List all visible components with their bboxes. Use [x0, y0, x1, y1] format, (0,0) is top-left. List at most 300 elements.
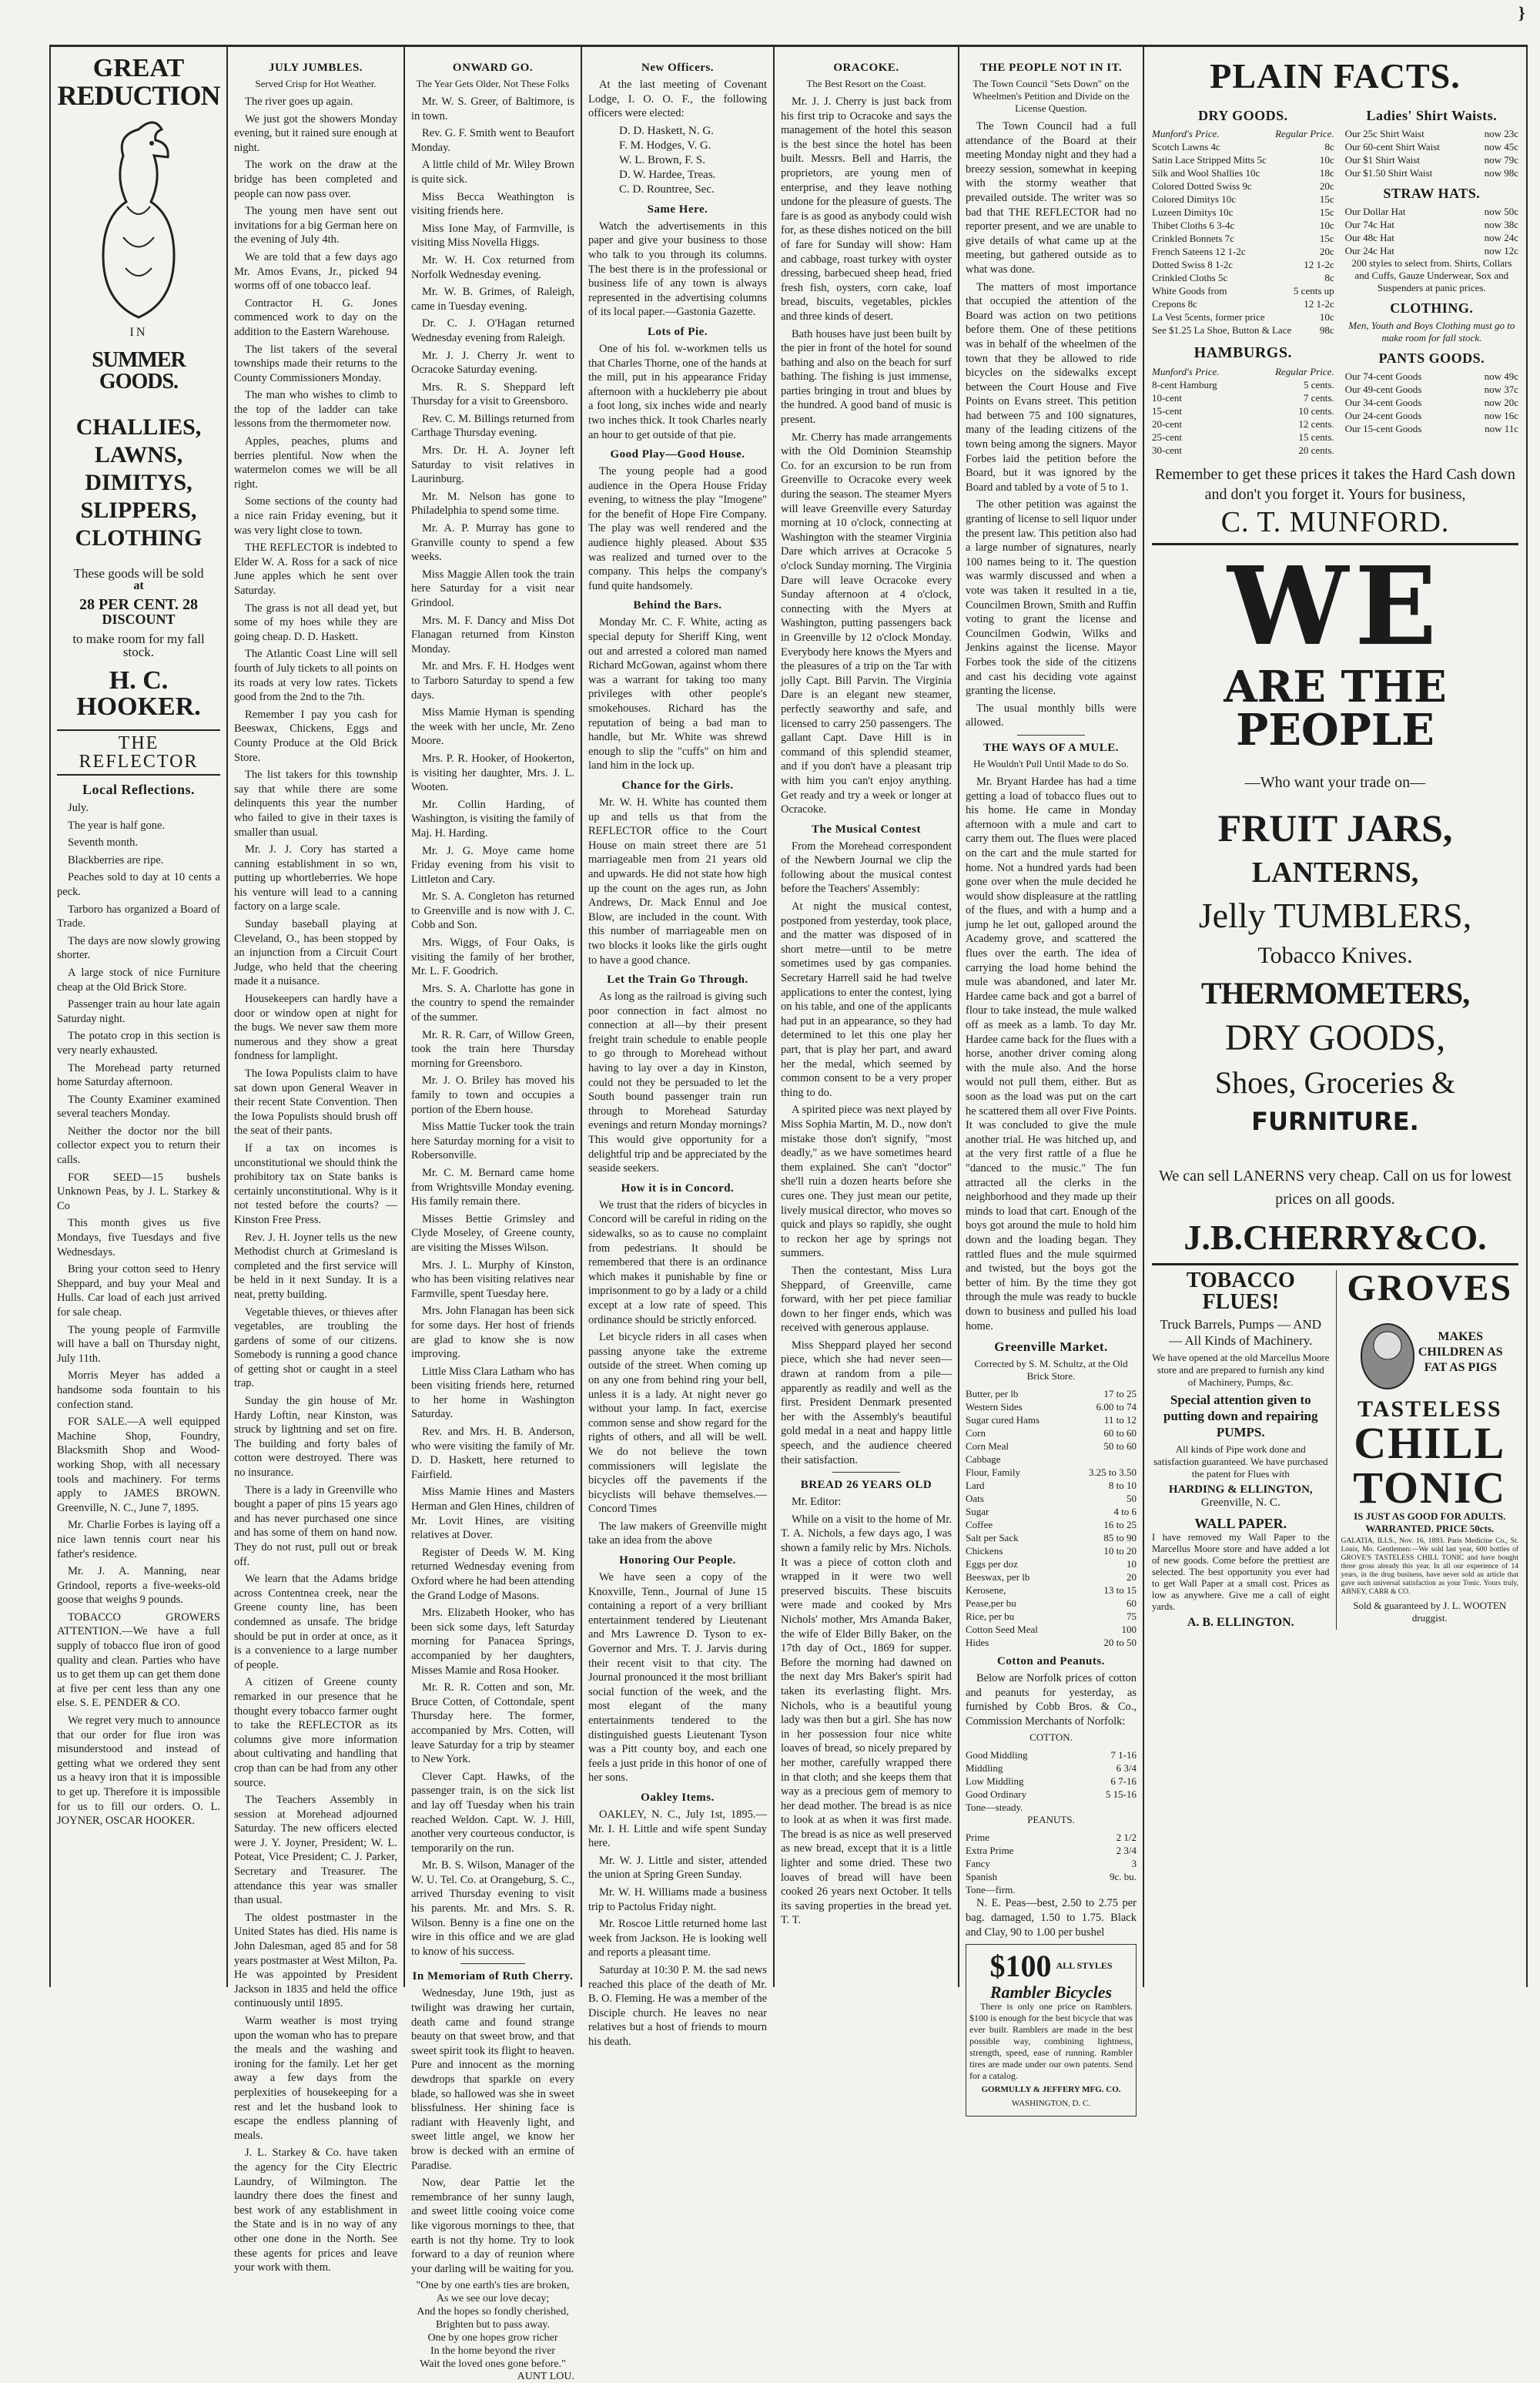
- market-row-label: Pease,per bu: [966, 1597, 1016, 1610]
- ham-row-label: 20-cent: [1152, 418, 1182, 430]
- news-item: Rev. and Mrs. H. B. Anderson, who were visiting the family of Mr. D. D. Haskett, here returned to Fairfield.: [411, 1426, 574, 1481]
- ad-name: H. C. HOOKER.: [76, 666, 201, 721]
- market-row: [966, 1413, 1137, 1426]
- news-item: Mr. and Mrs. F. H. Hodges went to Tarboro Saturday to spend a few days.: [411, 660, 574, 702]
- news-item: Misses Bettie Grimsley and Clyde Moseley, of Greene county, are visiting the Misses Wilson.: [411, 1212, 574, 1254]
- news-item: Miss Maggie Allen took the train here Saturday for a visit near Grindool.: [411, 568, 574, 609]
- market-row: [966, 1479, 1137, 1492]
- peanut-row-value: 3: [1131, 1858, 1137, 1870]
- dry-row-value: 15c: [1319, 206, 1334, 218]
- news-item: Mr. W. H. Williams made a business trip to Pactolus Friday night.: [588, 1885, 767, 1913]
- dry-row-label: Colored Dotted Swiss 9c: [1152, 180, 1252, 192]
- news-item: A large stock of nice Furniture cheap at the Old Brick Store.: [57, 966, 220, 994]
- item-shoes: Shoes, Groceries &: [1214, 1065, 1456, 1100]
- market-row-value: 10 to 20: [1103, 1545, 1137, 1557]
- news-item: J. L. Starkey & Co. have taken the agency for the City Electric Laundry, of Wilmington. The laundry there does the finest and best work of any establishment in the State and is in no way of any other one done in the North. See these agents for prices and leave your work with them.: [234, 2147, 397, 2274]
- news-item: Miss Becca Weathington is visiting friends here.: [411, 190, 574, 218]
- flues-city: Greenville, N. C.: [1200, 1496, 1281, 1509]
- ham-list: [1152, 378, 1334, 457]
- dry-row: [1152, 232, 1334, 245]
- pig-icon: [1357, 1310, 1418, 1395]
- tonic: TONIC: [1353, 1463, 1507, 1513]
- people-text: ARE THE PEOPLE: [1224, 662, 1447, 756]
- news-item: Saturday at 10:30 P. M. the sad news reached this place of the death of Mr. B. O. Fleming. He was a member of the Disciple church. He leaves no near relatives but a host of friends to mourn his death.: [588, 1963, 767, 2048]
- poem-line: Brighten but to pass away.: [435, 2319, 550, 2331]
- news-item: Mr. C. M. Bernard came home from Wrightsville Monday evening. His family remain there.: [411, 1166, 574, 1208]
- personal-items: [411, 95, 574, 1959]
- dry-head: DRY GOODS.: [1197, 108, 1288, 123]
- news-item: The matters of most importance that occupied the attention of the Board was action on two petitions before them. One of these petitions was in behalf of the wheelmen of the town that they be allowed to ride bicycles on the sidewalks except between the Court House and Five Points on Evans street. This petition had between 75 and 100 signatures, many of the leading citizens of the town being among the signers. Mayor Forbes laid the petition before the Board, but it was ignored by the Board and tabled by a vote of 5 to 1.: [966, 280, 1137, 494]
- news-item: A citizen of Greene county remarked in our presence that he thought every tobacco farmer ought to take the REFLECTOR as its columns give more information about cultivating and handling that crop than can be had from any other source.: [234, 1676, 397, 1789]
- cotton-row: [966, 1788, 1137, 1801]
- news-item: Mr. B. S. Wilson, Manager of the W. U. Tel. Co. at Orangeburg, S. C., arrived Thursday evening to visit his parents. Mr. and Mrs. S. R. Wilson. Benny is a fine one on the wire in this office and we are glad to know of his success.: [411, 1859, 574, 1958]
- news-item: Dr. C. J. O'Hagan returned Wednesday evening from Raleigh.: [411, 317, 574, 344]
- market-row-value: 16 to 25: [1103, 1519, 1137, 1531]
- pants-row-label: Our 24-cent Goods: [1344, 410, 1422, 421]
- ad-item: LAWNS,: [94, 442, 183, 468]
- flues-name: HARDING & ELLINGTON,: [1168, 1483, 1313, 1496]
- market-row-value: 60: [1127, 1597, 1137, 1610]
- market-row-value: 17 to 25: [1103, 1388, 1137, 1400]
- news-item: The law makers of Greenville might take an idea from the above: [588, 1520, 767, 1547]
- dry-row: [1152, 245, 1334, 258]
- news-item: Mrs. Elizabeth Hooker, who has been sick some days, left Saturday morning for Panacea Springs, accompanied by her daughters, Misses Mamie and Rosa Hooker.: [411, 1607, 574, 1677]
- poem-line: And the hopes so fondly cherished,: [417, 2306, 569, 2318]
- ham-row-value: 15 cents.: [1298, 431, 1334, 443]
- news-item: THE REFLECTOR is indebted to Elder W. A. Ross for a sack of nice June apples which he sent over Saturday.: [234, 541, 397, 597]
- straw-row-label: Our 74c Hat: [1344, 219, 1394, 230]
- section-head: Lots of Pie.: [647, 325, 708, 338]
- cotton-row-label: Tone—steady.: [966, 1801, 1023, 1814]
- news-item: Little Miss Clara Latham who has been visiting friends here, returned to her home in Washington Saturday.: [411, 1365, 574, 1421]
- clothing-head: CLOTHING.: [1390, 300, 1474, 316]
- ad-percent: 28 PER CENT. 28: [79, 596, 199, 613]
- news-item: From the Morehead correspondent of the Newbern Journal we clip the following about the musical contest before the Teachers' Assembly:: [781, 840, 952, 896]
- ham-row: [1152, 378, 1334, 391]
- ham-row: [1152, 391, 1334, 404]
- market-row-value: 10: [1127, 1558, 1137, 1570]
- section-head: Let the Train Go Through.: [607, 974, 748, 987]
- cotton-row-label: Low Middling: [966, 1775, 1024, 1788]
- market-row-label: Cotton Seed Meal: [966, 1624, 1038, 1636]
- peanut-row-label: Fancy: [966, 1858, 990, 1870]
- poem-line: "One by one earth's ties are broken,: [416, 2280, 570, 2292]
- dry-row: [1152, 179, 1334, 193]
- peanut-extra: N. E. Peas—best, 2.50 to 2.75 per bag. damaged, 1.50 to 1.75. Black and Clay, 90 to 1.00 per bushel: [966, 1897, 1137, 1939]
- market-row-value: 85 to 90: [1103, 1532, 1137, 1544]
- local-head: Local Reflections.: [82, 782, 195, 797]
- rambler-styles: ALL STYLES: [1056, 1960, 1113, 1972]
- straw-row-value: now 24c: [1484, 232, 1518, 243]
- straw-row-value: now 12c: [1484, 245, 1518, 256]
- dry-row-value: 98c: [1319, 324, 1334, 336]
- straw-row: [1345, 244, 1518, 257]
- market-row: [966, 1387, 1137, 1400]
- news-item: The days are now slowly growing shorter.: [57, 934, 220, 962]
- news-item: Passenger train au hour late again Saturday night.: [57, 998, 220, 1025]
- waist-row-value: now 79c: [1484, 154, 1518, 166]
- cotton-head: Cotton and Peanuts.: [997, 1655, 1105, 1668]
- dry-row: [1152, 193, 1334, 206]
- news-item: The river goes up again.: [245, 96, 353, 108]
- cotton-row-value: 5 15-16: [1105, 1788, 1137, 1801]
- ad-discount: DISCOUNT: [102, 612, 176, 627]
- news-item: Mrs. Wiggs, of Four Oaks, is visiting the family of her brother, Mr. L. F. Goodrich.: [411, 937, 574, 978]
- news-item: Peaches sold to day at 10 cents a peck.: [57, 871, 220, 898]
- straw-row-label: Our Dollar Hat: [1344, 206, 1406, 217]
- item-knives: Tobacco Knives.: [1257, 943, 1413, 968]
- officer: D. D. Haskett, N. G.: [619, 124, 714, 137]
- news-item: The work on the draw at the bridge has been completed and people can now pass over.: [234, 159, 397, 200]
- news-item: The oldest postmaster in the United States has died. His name is John Dalesman, aged 85 and for 58 years postmaster at West Milton, Pa. He was appointed by President Jackson in 1835 and held the office continuously until 1895.: [234, 1911, 397, 2010]
- wall-head: WALL PAPER.: [1194, 1516, 1287, 1531]
- officer: F. M. Hodges, V. G.: [619, 139, 711, 152]
- news-item: Then the contestant, Miss Lura Sheppard, of Greenville, came forward, with her pet piece familiar down to her finger ends, which was received with generous applause.: [781, 1264, 952, 1335]
- pants-row: [1345, 422, 1518, 435]
- tasteless: TASTELESS: [1357, 1396, 1502, 1422]
- news-item: The young people had a good audience in the Opera House Friday evening, to witness the play "Imogene" for the benefit of Hope Fire Company. The play was well rendered and the audience highly pleased. About $35 was realized and turned over to the company. This helps the company's fund quite handsomely.: [588, 465, 767, 592]
- officers-list: [588, 124, 767, 197]
- news-item: Miss Ione May, of Farmville, is visiting Miss Novella Higgs.: [411, 222, 574, 250]
- news-item: A spirited piece was next played by Miss Sophia Martin, M. D., now don't mistake those don't signify, "most deadly," as we have sometimes heard them explained. She can't "doctor" she'll ruin a dozen hearts before she cures one. They just mean our petite, lively musical director, who moves so quick and plays so rapidly, she ought to reckon her age by springs not summers.: [781, 1104, 952, 1260]
- flues-sub: Truck Barrels, Pumps — AND — All Kinds of Machinery.: [1160, 1317, 1322, 1348]
- market-row-value: 50 to 60: [1103, 1440, 1137, 1453]
- separator: [460, 1963, 526, 1964]
- memoriam-paragraph: Now, dear Pattie let the remembrance of her sunny laugh, and sweet little cooing voice come like vigorous mornings to thee, that earth is not thy home. Try to look forward to a day of reunion where your darling will be waiting for you.: [411, 2177, 574, 2275]
- market-row: [966, 1518, 1137, 1531]
- wall-name: A. B. ELLINGTON.: [1187, 1616, 1294, 1629]
- news-item: Mr. Editor:: [792, 1496, 842, 1509]
- market-row: [966, 1466, 1137, 1479]
- contest-head: The Musical Contest: [812, 823, 921, 836]
- ham-row-label: 10-cent: [1152, 392, 1182, 404]
- peanut-row: [966, 1883, 1137, 1896]
- news-item: Mrs. R. S. Sheppard left Thursday for a visit to Greensboro.: [411, 380, 574, 408]
- news-item: The list takers of the several townships made their returns to the County Commissioners Monday.: [234, 343, 397, 384]
- groves-ad: [1336, 1270, 1519, 1630]
- jumble-items: [234, 95, 397, 2275]
- poem-line: In the home beyond the river: [430, 2345, 556, 2358]
- pants-row-value: now 11c: [1485, 423, 1518, 434]
- ham-row-label: 8-cent Hamburg: [1152, 379, 1217, 390]
- news-item: Housekeepers can hardly have a door or window open at night for the bugs. We never saw them more numerous and they show a great fondness for lamplight.: [234, 993, 397, 1063]
- market-row: [966, 1557, 1137, 1570]
- market-row-label: Corn: [966, 1427, 986, 1440]
- market-row: [966, 1453, 1137, 1466]
- market-row: [966, 1544, 1137, 1557]
- rooster-icon: [81, 114, 196, 322]
- pants-list: [1345, 370, 1518, 435]
- straw-row-value: now 50c: [1484, 206, 1518, 217]
- dry-row-value: 8c: [1324, 272, 1334, 283]
- officer: W. L. Brown, F. S.: [619, 153, 706, 166]
- dry-row: [1152, 271, 1334, 284]
- news-item: Miss Mamie Hines and Masters Herman and Glen Hines, children of Mr. Lovit Hines, are visiting relatives at Dover.: [411, 1486, 574, 1542]
- news-item: Mr. Charlie Forbes is laying off a nice lawn tennis court near his father's residence.: [57, 1519, 220, 1560]
- news-item: Some sections of the county had a nice rain Friday evening, but it was very light close to town.: [234, 495, 397, 537]
- column-3: [405, 55, 581, 2383]
- news-item: Morris Meyer has added a handsome soda fountain to his confection stand.: [57, 1369, 220, 1411]
- market-row-label: Flour, Family: [966, 1466, 1020, 1479]
- ad-item: CHALLIES,: [75, 414, 202, 440]
- cotton-table: [966, 1748, 1137, 1814]
- pants-row: [1345, 409, 1518, 422]
- news-item: Neither the doctor nor the bill collector expect you to return their calls.: [57, 1124, 220, 1167]
- pants-row-value: now 20c: [1484, 397, 1518, 408]
- poem-line: Wait the loved ones gone before.": [420, 2358, 566, 2371]
- market-row-label: Rice, per bu: [966, 1610, 1015, 1623]
- news-item: While on a visit to the home of Mr. T. A. Nichols, a few days ago, I was shown a family relic by Mrs. Nichols. It was a piece of cotton cloth and wrapped in it were two well preserved biscuits. These biscuits were made and cooked by Mrs Nichols' mother, Mrs Amanda Baker, the wife of Elder Billy Baker, on the 17th day of Oct., 1869 for supper. Before the morning had dawned on the next day Mrs Baker's spirit had taken its everlasting flight. Mrs. Nichols, who is a beautiful young lady was then but a girl. She has now in her possession four nice white loaves of bread, so nicely prepared by her mother, carefully wrapped there in that cloth; and she keeps them that way as a precious gem of memory to her dead mother. The bread is as nice to look at as when it was first made. The bread is as nice as well preserved as new bread, except that it is a little lighter and some dried. These two loaves of bread will have been cooked 26 years next October. It tells its saving properties in the bread yet. T. T.: [781, 1513, 952, 1927]
- news-item: There is a lady in Greenville who bought a paper of pins 15 years ago and has never purchased one since and has some of them on hand now. They do not rust, pull out or break off.: [234, 1483, 397, 1568]
- pants-row-label: Our 49-cent Goods: [1344, 384, 1422, 395]
- dry-row-label: White Goods from: [1152, 285, 1227, 297]
- news-item: One of his fol. w-workmen tells us that Charles Thorne, one of the hands at the mill, put in his appearance Friday afternoon with a huckleberry pie about a foot long, six inches wide and nearly two inches thick. It took Charles nearly an hour to get outside of that pie.: [588, 342, 767, 441]
- dry-row-label: Satin Lace Stripped Mitts 5c: [1152, 154, 1267, 166]
- news-item: At night the musical contest, postponed from yesterday, took place, and the matter was disposed of in short metre—until to be metre sometimes used by gas companies. Secretary Harrell said he had twelve applications to enter the contest, lying on his table, and one of the applicants had put in an appearance, so they had determined to let this one play her part, that is play her part, and award her the medal, which seemed by common consent to be a very proper thing to do.: [781, 900, 952, 1099]
- news-item: If a tax on incomes is unconstitutional we should think the prohibitory tax on State banks is certainly unconstitutional. Why is it not tested before the courts? —Kinston Free Press.: [234, 1141, 397, 1226]
- market-row: [966, 1440, 1137, 1453]
- market-row-label: Hides: [966, 1637, 989, 1649]
- dry-row-label: Scotch Lawns 4c: [1152, 141, 1220, 152]
- market-row-value: 11 to 12: [1103, 1414, 1137, 1426]
- rambler-maker: GORMULLY & JEFFERY MFG. CO.: [981, 2085, 1121, 2095]
- flues-ad: [1152, 1270, 1330, 1630]
- column-rule: [1526, 46, 1528, 1987]
- news-item: Clever Capt. Hawks, of the passenger train, is on the sick list and lay off Tuesday when his train reached Weldon. Capt. W. J. Hill, another very courteous conductor, is temporarily on the run.: [411, 1770, 574, 1855]
- section-head: ONWARD GO.: [452, 62, 534, 74]
- section-sub: The Town Council "Sets Down" on the Wheelmen's Petition and Divide on the License Question.: [973, 78, 1130, 114]
- cotton-row: [966, 1775, 1137, 1788]
- section-head: Good Play—Good House.: [610, 448, 745, 461]
- news-item: Bath houses have just been built by the pier in front of the hotel for sound bathing and also on the beach for surf bathing. The fishing is just immense, parties bringing in trout and blues by the hundred. A good band of music is present.: [781, 327, 952, 427]
- market-row-label: Western Sides: [966, 1401, 1023, 1413]
- flues-head: TOBACCO FLUES!: [1186, 1269, 1295, 1314]
- cotton-row-value: 6 3/4: [1116, 1762, 1137, 1775]
- news-item: Mr. W. J. Little and sister, attended the union at Spring Green Sunday.: [588, 1854, 767, 1882]
- market-row-label: Salt per Sack: [966, 1532, 1019, 1544]
- memoriam-text: [411, 1986, 574, 2276]
- dry-row-value: 10c: [1319, 220, 1334, 231]
- dry-row-value: 15c: [1319, 193, 1334, 205]
- section-head: Honoring Our People.: [619, 1554, 736, 1567]
- flues-pipe: All kinds of Pipe work done and satisfaction guaranteed. We have purchased the patent for Flues with: [1153, 1443, 1328, 1480]
- column-2: [228, 55, 403, 2274]
- news-item: Miss Sheppard played her second piece, which she had never seen—drawn at random from a pile—apparently as readily and well as the first. President Denmark presented her with the Assembly's beautiful gold medal in a neat and happy little speech, and the audience cheered their satisfaction.: [781, 1339, 952, 1466]
- item-thermometers: THERMOMETERS,: [1200, 976, 1470, 1011]
- market-row-value: 3.25 to 3.50: [1088, 1466, 1137, 1479]
- dry-row-value: 15c: [1319, 233, 1334, 244]
- ham-row-value: 20 cents.: [1298, 444, 1334, 456]
- market-row: [966, 1505, 1137, 1518]
- pants-row-value: now 37c: [1484, 384, 1518, 395]
- dry-row: [1152, 310, 1334, 323]
- waist-row: [1345, 140, 1518, 153]
- news-item: The year is half gone.: [68, 819, 166, 832]
- rambler-text: There is only one price on Ramblers. $100 is enough for the best bicycle that was ever built. Ramblers are made in the best possible way, combining lightness, strength, speed, ease of running. Rambler tires are made under our own patents. Send for a catalog.: [969, 2001, 1133, 2082]
- dry-row: [1152, 284, 1334, 297]
- rambler-ad: [966, 1944, 1137, 2117]
- news-item: Mr. J. A. Manning, near Grindool, reports a five-weeks-old goose that weighs 9 pounds.: [57, 1565, 220, 1607]
- market-row: [966, 1531, 1137, 1544]
- plain-close: Remember to get these prices it takes the Hard Cash down and don't you forget it. Yours for business,: [1155, 466, 1515, 503]
- news-item: We just got the showers Monday evening, but it rained sure enough at night.: [234, 112, 397, 154]
- news-item: July.: [68, 802, 89, 814]
- news-item: We trust that the riders of bicycles in Concord will be careful in riding on the sidewalks, so as to cause no complaint from pedestrians. It should be remembered that there is an ordinance which makes it punishable by fine or imprisonment to go by a lady or a child except at a low rate of speed. This ordinance should be strictly enforced.: [588, 1198, 767, 1326]
- news-item: Mr. Collin Harding, of Washington, is visiting the family of Maj. H. Harding.: [411, 798, 574, 840]
- news-item: Remember I pay you cash for Beeswax, Chickens, Eggs and County Produce at the Old Brick Store.: [234, 708, 397, 764]
- peanut-row-label: Tone—firm.: [966, 1884, 1016, 1896]
- news-item: The man who wishes to climb to the top of the ladder can take lessons from the thermometer now.: [234, 389, 397, 431]
- market-row: [966, 1426, 1137, 1440]
- waist-row: [1345, 127, 1518, 140]
- market-row-value: 75: [1127, 1610, 1137, 1623]
- news-item: Mr. J. O. Briley has moved his family to town and occupies a portion of the Ebern house.: [411, 1074, 574, 1116]
- dry-row-value: 12 1-2c: [1304, 259, 1334, 270]
- section-head: Chance for the Girls.: [621, 779, 734, 792]
- memoriam-paragraph: Wednesday, June 19th, just as twilight was drawing her curtain, death came and found strange beauty on that sweet brow, and that sweet spirit took its flight to heaven. Pure and innocent as the morning dewdrops that sparkle on every blade, so hallowed was she in sweet blissfulness. Her shining face is radiant with Heavenly light, and sweet little angel, we know her brow is decked with an ermine of Paradise.: [411, 1987, 574, 2172]
- pants-row: [1345, 370, 1518, 383]
- peanut-row: [966, 1844, 1137, 1857]
- market-row-label: Kerosene,: [966, 1584, 1006, 1597]
- straw-row-label: Our 24c Hat: [1344, 245, 1394, 256]
- news-item: Mrs. John Flanagan has been sick for some days. Her host of friends are glad to know she is now improving.: [411, 1305, 574, 1361]
- news-item: Mrs. M. F. Dancy and Miss Dot Flanagan returned from Kinston Monday.: [411, 614, 574, 655]
- peanut-row-label: Extra Prime: [966, 1845, 1014, 1857]
- news-item: Miss Mamie Hyman is spending the week with her uncle, Mr. Zeno Moore.: [411, 706, 574, 748]
- news-item: We are told that a few days ago Mr. Amos Evans, Jr., picked 94 worms off of one tobacco leaf.: [234, 250, 397, 293]
- peanut-row-label: Prime: [966, 1832, 990, 1844]
- dry-row-value: 18c: [1319, 167, 1334, 179]
- dry-row: [1152, 258, 1334, 271]
- news-item: Mrs. P. R. Hooker, of Hookerton, is visiting her daughter, Mrs. J. L. Wooten.: [411, 752, 574, 794]
- wall-text: I have removed my Wall Paper to the Marcellus Moore store and have added a lot of new goods. Come before the prettiest are selected. The best opportunity you ever had to get Wall Paper at a small cost. Prices as low as anywhere. Give me a call of eight yards.: [1152, 1532, 1330, 1612]
- market-row: [966, 1492, 1137, 1505]
- ham-row-value: 7 cents.: [1303, 392, 1334, 404]
- straw-list: [1345, 205, 1518, 257]
- news-item: Mr. Bryant Hardee has had a time getting a load of tobacco flues out to his home. He came in Monday afternoon with a mule and cart to carry them out. The flues were placed on the cart and the mule started for home. Not a hundred yards had been gone over when the mule decided he would show displeasure at the rattling of the flues, and with a hump and a jump he let out, galloped around the Academy grove, and scattered the flues over the earth. The idea of carrying the load home behind the mule was abandoned, and later Mr. Hardee came back and got a barrel of flour to take instead, the mule walked off as meek as a lamb. To day Mr. Hardee came back for the flues with a horse, another driver coming along with the mule also. And the horse would not pull them, either. But as soon as the load was put on the cart he scattered them all over Five Points. It was concluded to give the mule another trial. He was hitched up, and at the very first rattle of a flue he "danced to the music." The fun attracted all the clerks in the neighborhood and they made up their minds to load that cart. Enough of the boys got around the mule to hold him down and the loading began. They rattled flues and the mule squirmed and twisted, but the boys got the better of him. By the time they got through the mule was ready to buckle down to business and pulled his load home.: [966, 775, 1137, 1332]
- cotton-row-label: Middling: [966, 1762, 1003, 1775]
- market-row-value: 13 to 15: [1103, 1584, 1137, 1597]
- tonic-letter: GALATIA, ILLS., Nov. 16, 1893. Paris Medicine Co., St. Louis, Mo. Gentlemen:—We sold last year, 600 bottles of GROVE'S TASTELESS CHILL TONIC and have bought three gross already this year. In all our experience of 14 years, in the drug business, have never sold an article that gave such universal satisfaction as your Tonic. Yours truly, ABNEY, CARR & CO.: [1341, 1537, 1518, 1596]
- ham-row: [1152, 417, 1334, 431]
- ad-great: GREAT: [92, 54, 185, 82]
- column-5: [775, 55, 958, 1985]
- peanut-row-value: 9c. bu.: [1109, 1871, 1137, 1883]
- mule-sub: He Wouldn't Pull Until Made to do So.: [973, 757, 1129, 769]
- ham-row-label: 25-cent: [1152, 431, 1182, 443]
- peanut-row: [966, 1857, 1137, 1870]
- news-item: As long as the railroad is giving such poor connection in fact almost no connection at all—by their present freight train schedule to enable people to go through to Morehead without having to lay over a day in Kinston, could not they be persuaded to let the South bound passenger train run through to Morehead Saturday evenings and return Monday mornings? This would give opportunity for a delightful trip and be appreciated by the seaside seekers.: [588, 990, 767, 1175]
- market-row: [966, 1597, 1137, 1610]
- news-item: Mrs. J. L. Murphy of Kinston, who has been visiting relatives near Farmville, spent Tuesday here.: [411, 1259, 574, 1300]
- dry-row-label: See $1.25 La Shoe, Button & Lace: [1152, 324, 1292, 336]
- market-row-value: 4 to 6: [1113, 1506, 1137, 1518]
- cotton-row: [966, 1748, 1137, 1761]
- news-item: Miss Mattie Tucker took the train here Saturday morning for a visit to Robersonville.: [411, 1121, 574, 1162]
- flues-text: We have opened at the old Marcellus Moore store and are prepared to furnish any kind of Machinery, Pumps, &c.: [1152, 1352, 1330, 1388]
- ham-row-label: 30-cent: [1152, 444, 1182, 456]
- news-item: We have seen a copy of the Knoxville, Tenn., Journal of June 15 containing a report of a very brilliant entertainment tendered by Lieutenant and Mrs Lawrence D. Tyson to ex-Governor and Mrs. T. J. Jarvis during their recent visit to that city. The Journal pronounced it the most brilliant social function of the week, and the most elegant of the many entertainments tendered to the distinguished guests Lieutenant Tyson was a Pitt county boy, and each one feels a just pride in this honor of one of her sons.: [588, 1571, 767, 1785]
- straw-row: [1345, 231, 1518, 244]
- news-item: Mr. R. R. Carr, of Willow Green, took the train here Thursday morning for Greensboro.: [411, 1028, 574, 1070]
- ham-col-b: Regular Price.: [1275, 366, 1334, 377]
- ham-row: [1152, 431, 1334, 444]
- chill: CHILL: [1354, 1418, 1506, 1468]
- news-item: Mr. J. G. Moye came home Friday evening from his visit to Littleton and Cary.: [411, 844, 574, 886]
- poem-line: As we see our love decay;: [436, 2293, 550, 2305]
- market-row: [966, 1570, 1137, 1584]
- ad-item: SLIPPERS,: [80, 498, 197, 523]
- market-row-label: Corn Meal: [966, 1440, 1009, 1453]
- council-text: [966, 119, 1137, 730]
- waist-row-value: now 45c: [1484, 141, 1518, 152]
- straw-row-label: Our 48c Hat: [1344, 232, 1394, 243]
- straw-note: 200 styles to select from. Shirts, Collars and Cuffs, Gauze Underwear, Sox and Suspenders at panic prices.: [1351, 257, 1512, 293]
- pants-row-label: Our 34-cent Goods: [1344, 397, 1422, 408]
- officers-intro: At the last meeting of Covenant Lodge, I. O. O. F., the following officers were elected:: [588, 79, 767, 120]
- item-dry-goods: DRY GOODS,: [1224, 1017, 1446, 1058]
- ham-row-value: 10 cents.: [1298, 405, 1334, 417]
- dry-list: [1152, 140, 1334, 337]
- ad-reason: to make room for my fall stock.: [72, 632, 205, 659]
- ham-row-label: 15-cent: [1152, 405, 1182, 417]
- waist-list: [1345, 127, 1518, 179]
- market-row-label: Coffee: [966, 1519, 993, 1531]
- news-item: The Atlantic Coast Line will sell fourth of July tickets to all points on its roads at very low rates. Tickets good from the 2nd to the 7th.: [234, 648, 397, 704]
- column-1: [51, 55, 226, 1985]
- ham-row: [1152, 404, 1334, 417]
- cotton-row: [966, 1801, 1137, 1814]
- ad-at: at: [133, 579, 144, 592]
- news-item: OAKLEY, N. C., July 1st, 1895.—Mr. I. H. Little and wife spent Sunday here.: [588, 1808, 767, 1850]
- straw-row-value: now 38c: [1484, 219, 1518, 230]
- dry-col-b: Regular Price.: [1275, 128, 1334, 139]
- news-item: Mr. Cherry has made arrangements with the Old Dominion Steamship Co. for an excursion to be run from Greenville to Ocracoke every week during the season. The steamer Myers will leave Greenville every Saturday morning at 10 o'clock, connecting at Washington with the steamer Virginia Dare which arrives at Ocracoke 5 o'clock Sunday morning. The Virginia Dare will leave Ocracoke every Sunday afternoon at 4 o'clock, connecting with the Myers at Washington, putting passengers back in Greenville by 12 o'clock Monday. Everybody here knows the Myers and the pleasures of a trip on the Tar with jolly Capt. Bill Parvin. The Virginia Dare is an elegant new steamer, perfectly seaworthy and safe, and licensed to carry 250 passengers. The gallant Capt. Dave Hill is in command of this splendid steamer, and if you don't have a pleasant trip with him you can't enjoy anything. Get ready and try a week or longer at Ocracoke.: [781, 431, 952, 816]
- news-item: Mr. J. J. Cherry is just back from his first trip to Ocracoke and says the management of the hotel this season is the best since the hotel has been built. Messrs. Bell and Harris, the proprietors, are young men of enterprise, and they leave nothing undone for the pleasure of guests. The fare is as good as anybody could wish for, as these dishes noticed on the bill of fare for Sunday will show: Ham and cabbage, roast turkey with oyster dressing, barbecued sheep head, fried fresh fish, oysters, corn cake, loaf bread, biscuits, vegetables, pickles and three kinds of desert.: [781, 96, 952, 323]
- news-item: Seventh month.: [68, 836, 139, 850]
- waist-row-value: now 98c: [1484, 167, 1518, 179]
- dry-row-value: 5 cents up: [1293, 285, 1334, 297]
- clothing-note: Men, Youth and Boys Clothing must go to make room for fall stock.: [1348, 320, 1515, 344]
- market-row: [966, 1584, 1137, 1597]
- news-item: FOR SEED—15 bushels Unknown Peas, by J. L. Starkey & Co: [57, 1171, 220, 1212]
- cotton-row-value: 7 1-16: [1110, 1749, 1137, 1761]
- section-head: Same Here.: [647, 203, 708, 216]
- news-item: Mr. J. J. Cory has started a canning establishment in so wn, putting up whortleberries. We hope his venture will lead to a canning factory on a large scale.: [234, 843, 397, 913]
- item-tumblers: Jelly TUMBLERS,: [1198, 896, 1472, 935]
- market-row-value: 20: [1127, 1571, 1137, 1584]
- market-head: Greenville Market.: [994, 1339, 1108, 1355]
- straw-row: [1345, 205, 1518, 218]
- market-row-label: Oats: [966, 1493, 984, 1505]
- market-row: [966, 1400, 1137, 1413]
- plain-name: C. T. MUNFORD.: [1220, 506, 1450, 538]
- poem: [411, 2279, 574, 2371]
- market-row-value: 60 to 60: [1103, 1427, 1137, 1440]
- section-head: New Officers.: [641, 62, 714, 74]
- tonic-sub: IS JUST AS GOOD FOR ADULTS. WARRANTED. PRICE 50cts.: [1354, 1510, 1506, 1534]
- market-row-value: 100: [1121, 1624, 1137, 1636]
- dry-row-value: 10c: [1319, 311, 1334, 323]
- oracoke-text: [781, 95, 952, 817]
- news-item: Vegetable thieves, or thieves after vegetables, are troubling the gardens of some of our citizens. Somebody is running a good chance of getting shot or caught in a steel trap.: [234, 1305, 397, 1390]
- poem-line: One by one hopes grow richer: [427, 2332, 558, 2344]
- groves-title: GROVES: [1347, 1268, 1513, 1309]
- dry-row-value: 12 1-2c: [1304, 298, 1334, 310]
- peanut-row: [966, 1831, 1137, 1844]
- paper-name: THE REFLECTOR: [79, 733, 199, 772]
- corner-mark: }: [1518, 3, 1525, 22]
